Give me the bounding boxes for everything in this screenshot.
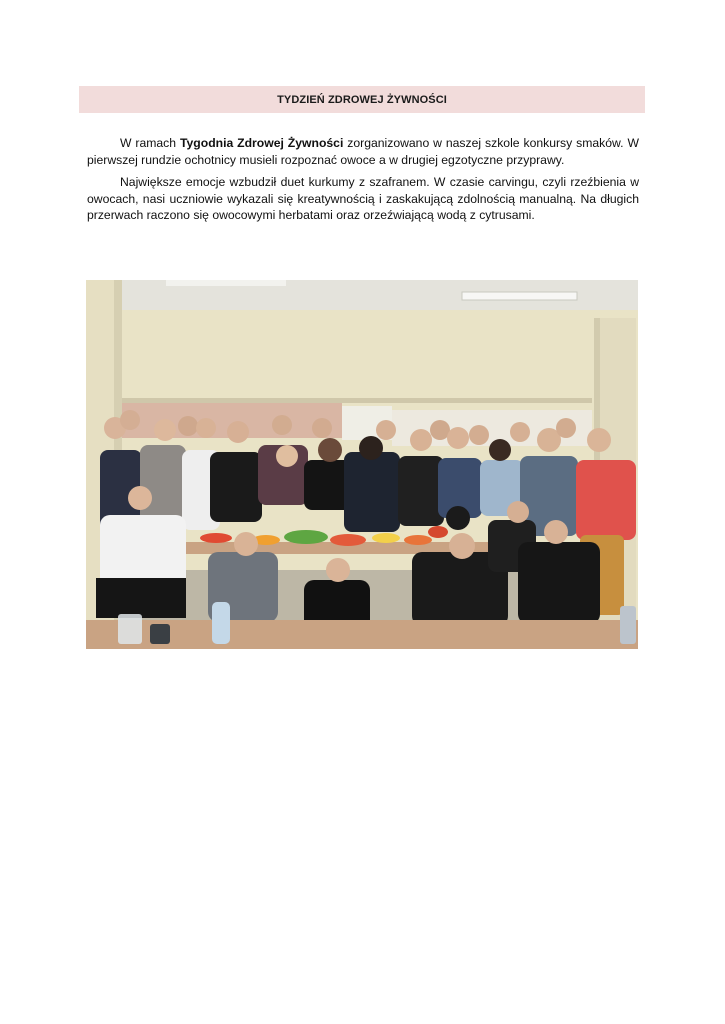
title-banner xyxy=(79,86,645,113)
group-photo xyxy=(86,280,638,649)
paragraph-intro-bold: Tygodnia Zdrowej Żywności xyxy=(179,136,344,150)
article-body xyxy=(87,135,639,230)
paragraph-intro xyxy=(87,135,639,168)
paragraph-emotions: Największe emocje wzbudził duet kurkumy z szafranem. W czasie carvingu, czyli rzeźbienia w owocach, nasi uczniowie wykazali się kreatywnością i zaskakującą zdolnością manualną. Na długich przerwach raczono się owocowymi herbatami oraz orzeźwiającą wodą z cytrusami. xyxy=(87,175,639,223)
paragraph-intro-post: zorganizowano w naszej szkole konkursy smaków. W pierwszej rundzie ochotnicy musieli rozpoznać owoce a w drugiej egzotyczne przyprawy. xyxy=(87,136,639,167)
page-title: TYDZIEŃ ZDROWEJ ŻYWNOŚCI xyxy=(277,93,447,106)
paragraph-intro-pre: W ramach xyxy=(120,136,180,150)
